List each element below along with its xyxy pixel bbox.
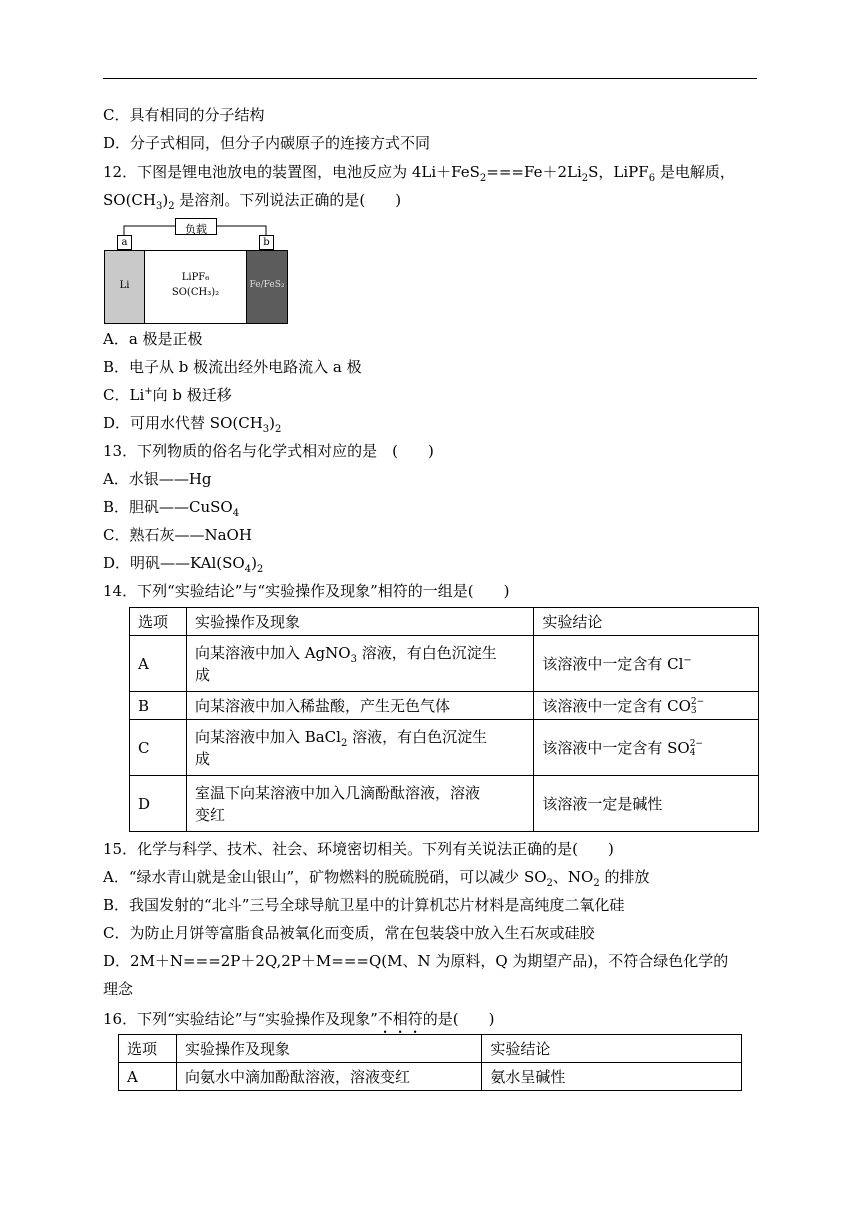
- load-label: 负载: [185, 223, 207, 236]
- header-operation: 实验操作及现象: [186, 608, 533, 636]
- q13-option-a: A．水银——Hg: [103, 470, 212, 488]
- q11-option-c: C．具有相同的分子结构: [103, 106, 265, 124]
- header-option: 选项: [119, 1035, 177, 1063]
- row-option: B: [130, 692, 187, 720]
- q13-option-d: D．明矾$——KAl(SO_4)_2$: [103, 554, 264, 575]
- row-conclusion: 该溶液一定是碱性: [534, 776, 759, 832]
- q12-option-d: D．可用水代替 $SO(CH_3)_2$: [103, 414, 282, 435]
- row-operation: 向某溶液中加入 AgNO$_3$ 溶液，有白色沉淀生 成: [186, 636, 533, 692]
- table-row: [130, 720, 759, 776]
- li-electrode-label: Li: [119, 280, 130, 291]
- q12-option-a: A．a 极是正极: [103, 330, 203, 348]
- q13-option-b: B．胆矾——CuSO$_4$: [103, 498, 240, 519]
- q12-stem-line2: $SO(CH_3)_2$ 是溶剂。下列说法正确的是( ): [103, 191, 402, 212]
- q15-stem: 15．化学与科学、技术、社会、环境密切相关。下列有关说法正确的是( ): [103, 840, 614, 858]
- row-operation: 室温下向某溶液中加入几滴酚酞溶液，溶液 变红: [186, 776, 533, 832]
- table-row: [130, 636, 759, 692]
- electrode-b-terminal: [259, 235, 274, 250]
- table-header-row: [130, 608, 759, 636]
- header-rule: [103, 78, 757, 79]
- row-conclusion: 该溶液中一定含有 SO 2− 4: [534, 720, 759, 776]
- electrolyte-label-1: LiPF₆: [181, 272, 210, 283]
- q13-stem: 13．下列物质的俗名与化学式相对应的是 ( ): [103, 442, 434, 460]
- row-operation: 向某溶液中加入稀盐酸，产生无色气体: [186, 692, 533, 720]
- row-conclusion: 氨水呈碱性: [482, 1063, 742, 1091]
- row-option: D: [130, 776, 187, 832]
- q16-stem: 16．下列“实验结论”与“实验操作及现象”不相符的是( ): [103, 1010, 495, 1028]
- load-box: [175, 218, 217, 235]
- row-conclusion: 该溶液中一定含有 Cl−: [534, 636, 759, 692]
- q12-option-b: B．电子从 b 极流出经外电路流入 a 极: [103, 358, 362, 376]
- fes2-electrode-label: Fe/FeS₂: [249, 280, 285, 290]
- header-operation: 实验操作及现象: [176, 1035, 481, 1063]
- q12-option-c: C．Li+向 b 极迁移: [103, 386, 232, 404]
- electrode-a-terminal: [117, 235, 132, 250]
- q12-stem-line1: 12．下图是锂电池放电的装置图，电池反应为 $4Li+FeS_2===Fe+2Li_2S$，LiPF$_6$ 是电解质，: [103, 163, 735, 184]
- electrode-a-label: a: [121, 237, 128, 248]
- header-option: 选项: [130, 608, 187, 636]
- battery-diagram: [104, 216, 288, 324]
- li-electrode: [104, 250, 145, 324]
- q15-option-a: A．“绿水青山就是金山银山”，矿物燃料的脱硫脱硝，可以减少 $SO_2$、$NO_2$ 的排放: [103, 868, 650, 889]
- q16-table: [118, 1034, 742, 1091]
- emphasis-text: 不相符: [377, 1010, 423, 1028]
- q15-option-d-cont: 理念: [103, 980, 134, 998]
- row-conclusion: 该溶液中一定含有 CO 2− 3: [534, 692, 759, 720]
- table-header-row: [119, 1035, 742, 1063]
- fes2-electrode: [246, 250, 288, 324]
- q14-stem: 14．下列“实验结论”与“实验操作及现象”相符的一组是( ): [103, 582, 510, 600]
- header-conclusion: 实验结论: [534, 608, 759, 636]
- row-option: C: [130, 720, 187, 776]
- q15-option-c: C．为防止月饼等富脂食品被氧化而变质，常在包装袋中放入生石灰或硅胶: [103, 924, 595, 942]
- row-option: A: [130, 636, 187, 692]
- table-row: [130, 776, 759, 832]
- q15-option-b: B．我国发射的“北斗”三号全球导航卫星中的计算机芯片材料是高纯度二氧化硅: [103, 896, 625, 914]
- q11-option-d: D．分子式相同，但分子内碳原子的连接方式不同: [103, 134, 431, 152]
- table-row: [119, 1063, 742, 1091]
- row-operation: 向氨水中滴加酚酞溶液，溶液变红: [176, 1063, 481, 1091]
- q15-option-d: D．2M＋N===2P＋2Q,2P＋M===Q(M、N 为原料，Q 为期望产品)，不符合绿色化学的: [103, 952, 729, 970]
- row-operation: 向某溶液中加入 BaCl$_2$ 溶液，有白色沉淀生 成: [186, 720, 533, 776]
- header-conclusion: 实验结论: [482, 1035, 742, 1063]
- q14-table: [129, 607, 759, 832]
- electrode-b-label: b: [263, 237, 270, 248]
- row-option: A: [119, 1063, 177, 1091]
- electrolyte-label-2: SO(CH₃)₂: [171, 287, 220, 298]
- table-row: [130, 692, 759, 720]
- q13-option-c: C．熟石灰——NaOH: [103, 526, 252, 544]
